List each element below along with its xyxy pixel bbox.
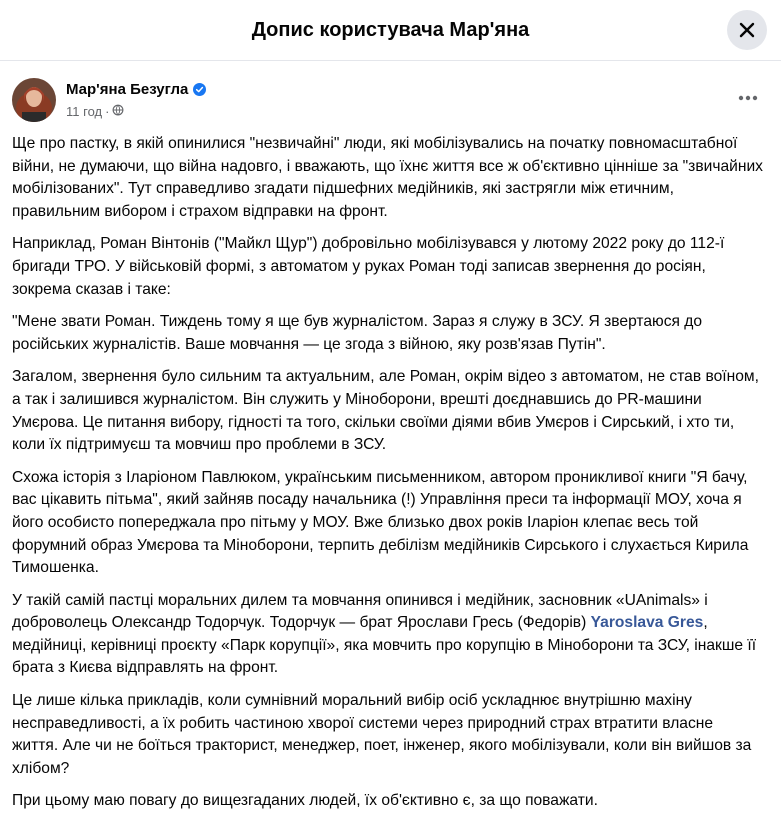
close-button[interactable] [727, 10, 767, 50]
close-icon [737, 20, 757, 40]
verified-badge-icon [193, 83, 206, 96]
globe-icon [112, 104, 124, 119]
more-options-button[interactable] [733, 83, 763, 113]
post-paragraph: Наприклад, Роман Вінтонів ("Майкл Щур") добровільно мобілізувався у лютому 2022 року до 112-ї бригади ТРО. У військовій формі, з автоматом у руках Роман тоді записав звернення до росіян, зокрема сказав і таке: [12, 235, 725, 298]
post-paragraph: Ще про пастку, в якій опинилися "незвичайні" люди, які мобілізувались на початку повномасштабної війни, не думаючи, що війна надовго, і вважають, що їхнє життя все ж об'єктивно цінніше за "звичайних мобілізованих". Тут справедливо згадати підшефних медійників, які застрягли між етичним, правильним вибором і страхом відправки на фронт. [12, 135, 763, 220]
post-meta [66, 104, 124, 119]
author-name[interactable]: Мар'яна Безугла [66, 81, 189, 98]
post-paragraph: "Мене звати Роман. Тиждень тому я ще був журналістом. Зараз я служу в ЗСУ. Я звертаюся до російських журналістів. Ваше мовчання — це згода з війною, яку розв'язав Путін". [12, 313, 703, 353]
dialog-title: Допис користувача Мар'яна [251, 18, 530, 41]
post-paragraph: Схожа історія з Іларіоном Павлюком, українським письменником, автором проникливої книги "Я бачу, вас цікавить пітьма", який зайняв посаду начальника (!) Управління преси та інформації МОУ, хоча я його особисто попереджала про пітьму у МОУ. Вже близько двох років Іларіон клепає весь той форумний образ Умєрова та Міноборони, терпить дебілізм медійників Сирського і слухається Кирила Тимошенка. [12, 468, 749, 577]
post-header [0, 61, 781, 123]
dialog-header [0, 0, 781, 61]
post-paragraph: Загалом, звернення було сильним та актуальним, але Роман, окрім відео з автоматом, не став воїном, а так і залишився журналістом. Він служить у Міноборони, врешті доєднавшись до PR-машини Умєрова. Це питання вибору, гідності та того, скільки своїми діями вбив Умєров і Сирський, і хто ти, коли їх підтримуєш та мовчиш про проблеми в ЗСУ. [12, 368, 759, 454]
post-paragraph: Це лише кілька прикладів, коли сумнівний моральний вибір осіб ускладнює внутрішню махіну несправедливості, а їх робить частиною хворої системи через природний страх втратити власне життя. Але чи не боїться тракторист, менеджер, поет, інженер, якого мобілізували, коли він вийшов за хлібом? [12, 692, 752, 777]
post-paragraph: При цьому маю повагу до вищезгаданих людей, їх об'єктивно є, за що поважати. [12, 792, 598, 810]
post-paragraph [12, 590, 763, 680]
post-body [0, 123, 781, 813]
paragraph-text: У такій самій пастці моральних дилем та мовчання опинився і медійник, засновник «UAnimals» і доброволець Олександр Тодорчук. Тодорчук — брат Ярослави Гресь (Федорів) [12, 591, 708, 632]
paragraph-text: , медійниці, керівниці проєкту «Парк корупції», яка мовчить про корупцію в Міноборони та ЗСУ, інакше її брата з Києва відправлять на фронт. [12, 614, 757, 677]
more-options-icon [738, 95, 758, 101]
author-row [66, 81, 206, 98]
mention-link[interactable]: Yaroslava Gres [590, 614, 704, 632]
avatar[interactable] [12, 78, 56, 122]
meta-separator: · [105, 104, 110, 119]
post-time[interactable]: 11 год [66, 104, 103, 119]
